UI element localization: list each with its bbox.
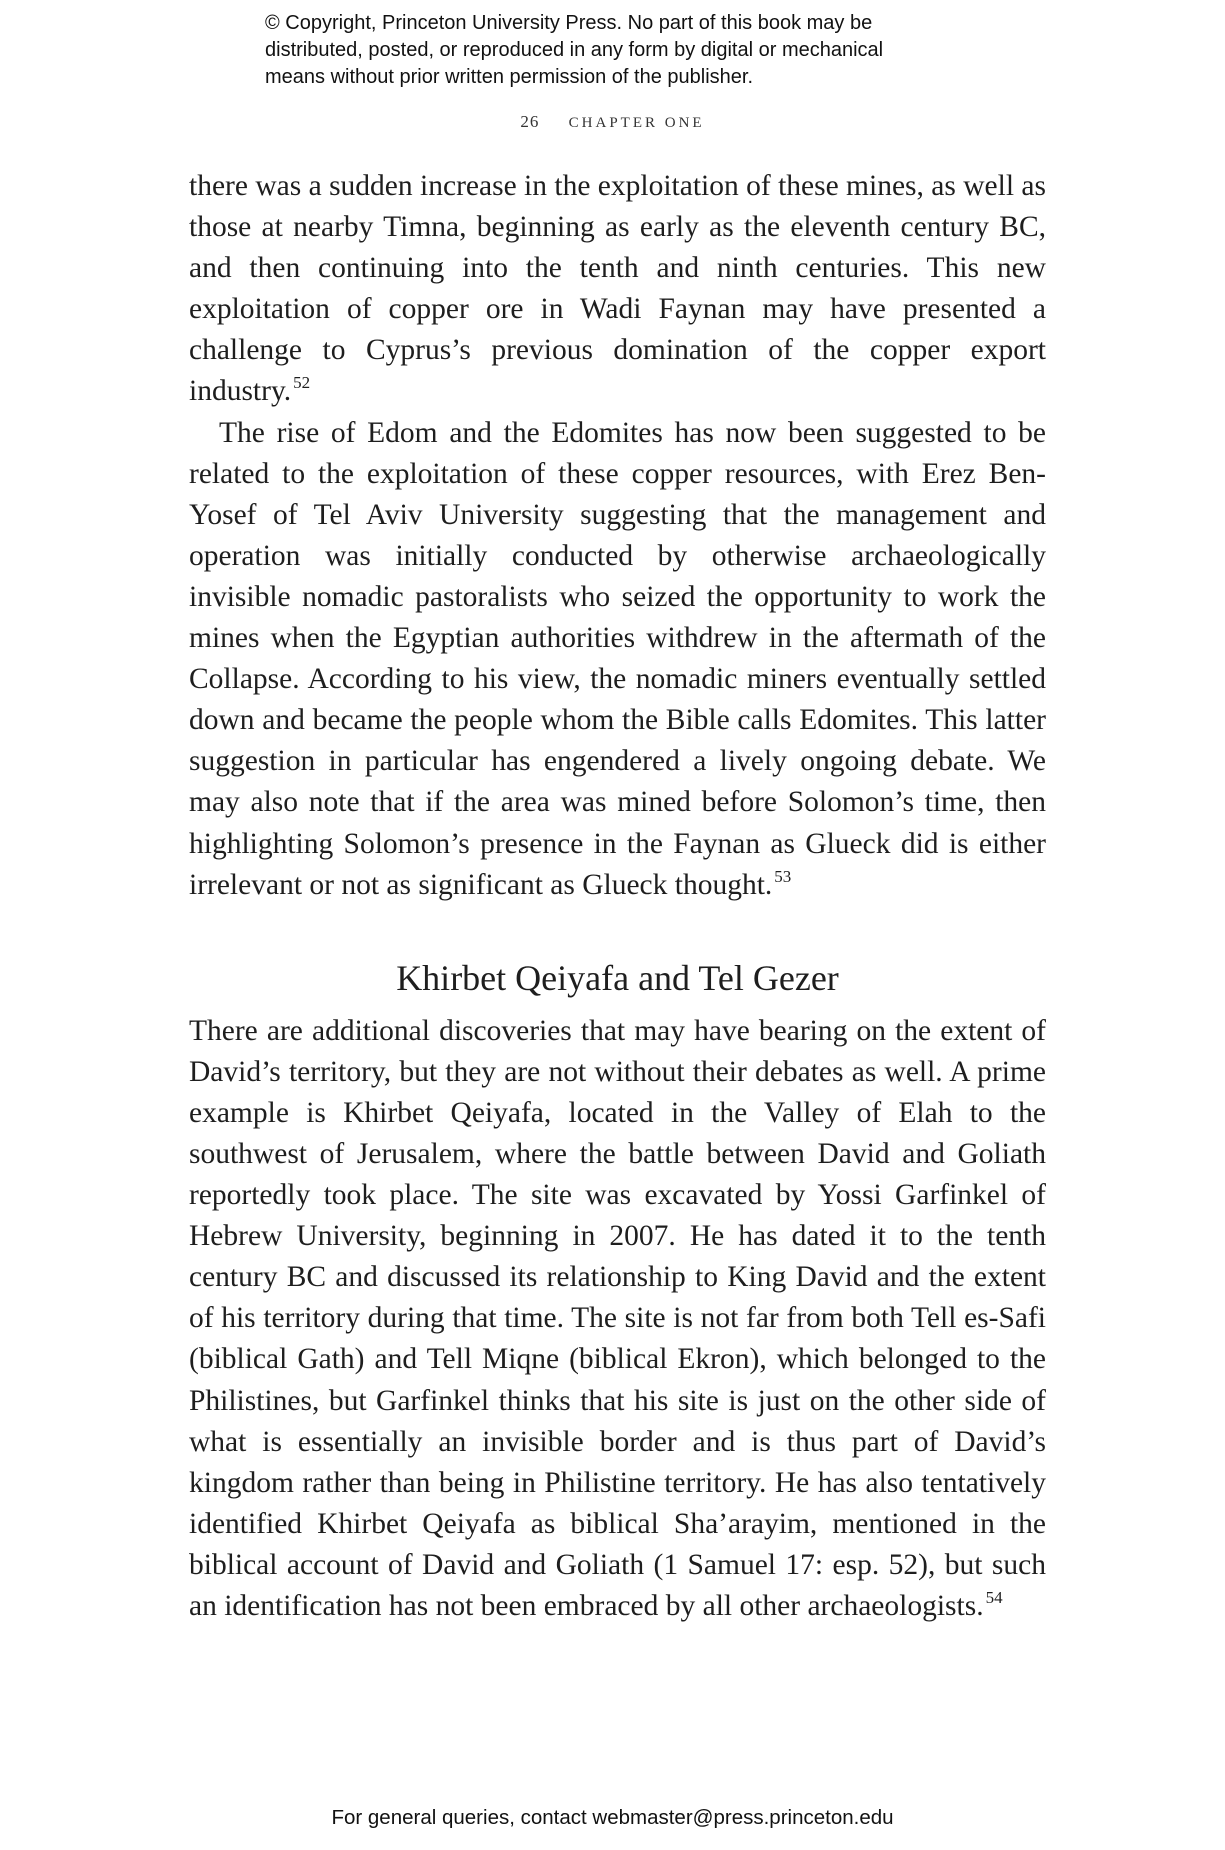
body-text [189, 166, 1046, 1627]
paragraph [189, 1011, 1046, 1627]
copyright-notice [265, 10, 985, 91]
running-head [0, 112, 1225, 132]
section-heading: Khirbet Qeiyafa and Tel Gezer [396, 957, 839, 998]
paragraph-text: The rise of Edom and the Edomites has now been suggested to be related to the exploitation of these copper resources, with Erez Ben-Yosef of Tel Aviv University suggesting that the management and operation was initially conducted by otherwise archaeologically invisible nomadic pastoralists who seized the opportunity to work the mines when the Egyptian authorities withdrew in the aftermath of the Collapse. According to his view, the nomadic miners eventually settled down and became the people whom the Bible calls Edomites. This latter suggestion in particular has engendered a lively ongoing debate. We may also note that if the area was mined before Solomon’s time, then highlighting Solomon’s presence in the Faynan as Glueck did is either irrelevant or not as significant as Glueck thought. [189, 416, 1046, 901]
page-number: 26 [520, 112, 540, 131]
footnote-marker: 52 [293, 373, 311, 393]
paragraph-text: there was a sudden increase in the exploitation of these mines, as well as those at nearby Timna, beginning as early as the eleventh century BC, and then continuing into the tenth and ninth centuries. This new exploitation of copper ore in Wadi Faynan may have presented a challenge to Cyprus’s previous domination of the copper export industry. [189, 170, 1046, 408]
paragraph-text: There are additional discoveries that may have bearing on the extent of David’s territory, but they are not without their debates as well. A prime example is Khirbet Qeiyafa, located in the Valley of Elah to the southwest of Jerusalem, where the battle between David and Goliath reportedly took place. The site was excavated by Yossi Garfinkel of Hebrew University, beginning in 2007. He has dated it to the tenth century BC and discussed its relationship to King David and the extent of his territory during that time. The site is not far from both Tell es-Safi (biblical Gath) and Tell Miqne (biblical Ekron), which belonged to the Philistines, but Garfinkel thinks that his site is just on the other side of what is essentially an invisible border and is thus part of David’s kingdom rather than being in Philistine territory. He has also tentatively identified Khirbet Qeiyafa as biblical Sha’arayim, mentioned in the biblical account of David and Goliath (1 Samuel 17: esp. 52), but such an identification has not been embraced by all other archaeologists. [189, 1014, 1046, 1622]
footnote-marker: 54 [985, 1588, 1003, 1607]
paragraph [189, 413, 1046, 906]
chapter-title: CHAPTER ONE [568, 115, 705, 131]
footnote-marker: 53 [774, 866, 792, 886]
copyright-line: distributed, posted, or reproduced in any form by digital or mechanical [265, 39, 884, 61]
footer-contact: For general queries, contact webmaster@press.princeton.edu [331, 1806, 894, 1829]
copyright-line: means without prior written permission of the publisher. [265, 66, 754, 88]
copyright-line: © Copyright, Princeton University Press. No part of this book may be [265, 12, 873, 34]
paragraph [189, 166, 1046, 413]
